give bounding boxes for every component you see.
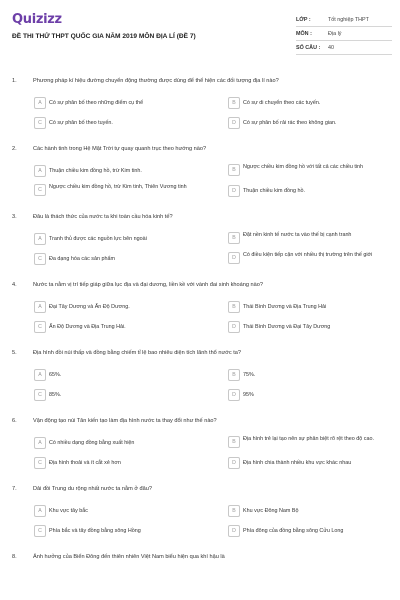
option-text: Phía bắc và tây đồng bằng sông Hồng (49, 527, 141, 534)
answer-option-a[interactable] (34, 96, 214, 110)
option-letter-badge: D (228, 321, 240, 333)
question-text: Nước ta nằm vị trí tiếp giáp giữa lục địa và đại dương, liền kề với vành đai sinh khoáng nào? (33, 282, 263, 288)
option-text: Thái Bình Dương và Địa Trung Hải (243, 303, 327, 310)
question (12, 282, 400, 334)
option-text: 75%. (243, 371, 256, 378)
question-line (12, 282, 400, 289)
option-text: Có sự phân bố theo những điểm cụ thể (49, 99, 144, 106)
option-letter-badge: C (34, 117, 46, 129)
question-text: Các hành tinh trong Hệ Mặt Trời tự quay quanh trục theo hướng nào? (33, 146, 207, 152)
option-text: Ấn Độ Dương và Địa Trung Hải. (49, 323, 126, 330)
question-line (12, 486, 400, 493)
question-text: Dải đồi Trung du rộng nhất nước ta nằm ở đâu? (33, 486, 152, 492)
answer-options (34, 232, 400, 266)
question-text: Địa hình đồi núi thấp và đồng bằng chiếm tỉ lệ bao nhiêu diện tích lãnh thổ nước ta? (33, 350, 241, 356)
answer-options (34, 436, 400, 470)
meta-value: 40 (328, 44, 334, 51)
option-text: Ngược chiều kim đồng hồ, trừ Kim tinh, Thiên Vương tinh (49, 184, 187, 190)
question-number: 5. (12, 350, 17, 356)
question-text: Ảnh hưởng của Biển Đông đến thiên nhiên Việt Nam biểu hiện qua khí hậu là (33, 554, 225, 560)
answer-option-c[interactable] (34, 524, 214, 538)
question-line (12, 350, 400, 357)
option-text: Đặt nền kinh tế nước ta vào thế bị cạnh tranh (243, 232, 352, 238)
answer-option-d[interactable] (228, 524, 400, 538)
answer-option-b[interactable] (228, 96, 400, 110)
option-letter-badge: B (228, 436, 240, 448)
option-letter-badge: B (228, 301, 240, 313)
question-line (12, 78, 400, 85)
answer-option-c[interactable] (34, 388, 214, 402)
answer-option-a[interactable] (34, 504, 214, 518)
option-text: 95% (243, 391, 254, 398)
question (12, 146, 400, 198)
option-text: Khu vực tây bắc (49, 507, 88, 514)
option-text: Thuận chiều kim đồng hồ. (243, 187, 306, 194)
option-letter-badge: C (34, 389, 46, 401)
meta-value: Tốt nghiệp THPT (328, 16, 369, 23)
question-list (0, 62, 400, 561)
option-letter-badge: A (34, 301, 46, 313)
option-text: Có sự di chuyển theo các tuyến. (243, 99, 321, 106)
question (12, 78, 400, 130)
question (12, 214, 400, 266)
question (12, 350, 400, 402)
question (12, 486, 400, 538)
option-letter-badge: D (228, 457, 240, 469)
option-letter-badge: A (34, 233, 46, 245)
answer-option-a[interactable] (34, 368, 214, 382)
option-text: Đại Tây Dương và Ấn Độ Dương. (49, 303, 130, 310)
option-text: Thuận chiều kim đồng hồ, trừ Kim tinh. (49, 167, 142, 174)
answer-option-a[interactable] (34, 300, 214, 314)
question-line (12, 146, 400, 153)
meta-row (296, 27, 392, 41)
answer-option-b[interactable] (228, 368, 400, 382)
question-text: Vận động tạo núi Tân kiến tạo làm địa hình nước ta thay đổi như thế nào? (33, 418, 217, 424)
option-text: Có sự phân bố theo tuyến. (49, 119, 113, 126)
option-text: Ngược chiều kim đồng hồ với tất cả các chiều tinh (243, 164, 364, 170)
option-text: Địa hình chia thành nhiều khu vực khác nhau (243, 459, 352, 466)
answer-options (34, 164, 400, 198)
question-number: 8. (12, 554, 17, 560)
answer-option-b[interactable] (228, 232, 400, 246)
answer-option-d[interactable] (228, 320, 400, 334)
option-letter-badge: B (228, 505, 240, 517)
option-letter-badge: C (34, 525, 46, 537)
option-text: Tranh thủ được các nguồn lực bên ngoài (49, 235, 147, 242)
question-line (12, 418, 400, 425)
question-number: 6. (12, 418, 17, 424)
option-text: Thái Bình Dương và Đại Tây Dương (243, 323, 331, 330)
meta-label: MÔN : (296, 30, 312, 37)
option-letter-badge: B (228, 232, 240, 244)
answer-option-b[interactable] (228, 504, 400, 518)
option-letter-badge: D (228, 185, 240, 197)
question-line (12, 554, 400, 561)
header (0, 0, 400, 62)
option-letter-badge: C (34, 253, 46, 265)
answer-option-d[interactable] (228, 184, 400, 198)
question (12, 554, 400, 561)
option-text: Địa hình trẻ lại tạo nên sự phân biệt rõ rệt theo độ cao. (243, 436, 374, 442)
option-letter-badge: D (228, 252, 240, 264)
answer-option-a[interactable] (34, 436, 214, 450)
answer-option-c[interactable] (34, 320, 214, 334)
answer-option-a[interactable] (34, 232, 214, 246)
page-title: ĐỀ THI THỬ THPT QUỐC GIA NĂM 2019 MÔN ĐỊA LÍ (ĐỀ 7) (12, 33, 196, 40)
meta-label: LỚP : (296, 16, 311, 23)
option-text: 65%. (49, 371, 62, 378)
answer-option-c[interactable] (34, 456, 214, 470)
meta-table (296, 13, 392, 55)
answer-option-b[interactable] (228, 300, 400, 314)
answer-option-d[interactable] (228, 456, 400, 470)
meta-label: SỐ CÂU : (296, 44, 321, 51)
option-letter-badge: C (34, 321, 46, 333)
question-text: Đâu là thách thức của nước ta khi toàn cầu hóa kinh tế? (33, 214, 173, 220)
question-number: 7. (12, 486, 17, 492)
answer-option-d[interactable] (228, 116, 400, 130)
answer-option-a[interactable] (34, 164, 214, 178)
option-letter-badge: C (34, 457, 46, 469)
option-letter-badge: D (228, 117, 240, 129)
answer-options (34, 504, 400, 538)
answer-options (34, 300, 400, 334)
option-letter-badge: D (228, 389, 240, 401)
option-letter-badge: A (34, 165, 46, 177)
answer-option-c[interactable] (34, 116, 214, 130)
quizizz-logo: Quizizz (12, 12, 62, 27)
question-number: 1. (12, 78, 17, 84)
option-letter-badge: B (228, 164, 240, 176)
option-letter-badge: A (34, 97, 46, 109)
option-letter-badge: B (228, 97, 240, 109)
option-letter-badge: A (34, 369, 46, 381)
answer-option-b[interactable] (228, 164, 400, 178)
option-letter-badge: C (34, 184, 46, 196)
answer-option-d[interactable] (228, 388, 400, 402)
question-number: 4. (12, 282, 17, 288)
option-text: 85%. (49, 391, 62, 398)
question-number: 3. (12, 214, 17, 220)
option-text: Có nhiều dạng đồng bằng xuất hiện (49, 439, 135, 446)
answer-option-d[interactable] (228, 252, 400, 266)
question-text: Phương pháp kí hiệu đường chuyển động thường được dùng để thể hiện các đối tượng địa lí nào? (33, 78, 279, 84)
answer-options (34, 368, 400, 402)
answer-option-c[interactable] (34, 252, 214, 266)
option-letter-badge: A (34, 437, 46, 449)
option-text: Đa dạng hóa các sản phẩm (49, 255, 115, 262)
answer-options (34, 96, 400, 130)
option-letter-badge: D (228, 525, 240, 537)
answer-option-b[interactable] (228, 436, 400, 450)
question-line (12, 214, 400, 221)
option-letter-badge: A (34, 505, 46, 517)
option-text: Địa hình thoải và ít cắt xẻ hơn (49, 459, 121, 466)
question (12, 418, 400, 470)
meta-value: Địa lý (328, 30, 342, 37)
question-number: 2. (12, 146, 17, 152)
option-letter-badge: B (228, 369, 240, 381)
option-text: Khu vực Đông Nam Bộ (243, 507, 299, 514)
meta-row (296, 13, 392, 27)
option-text: Có điều kiện tiếp cận với nhiều thị trường trên thế giới (243, 252, 373, 258)
meta-row (296, 41, 392, 55)
answer-option-c[interactable] (34, 184, 214, 198)
option-text: Có sự phân bố rải rác theo không gian. (243, 119, 337, 126)
option-text: Phía đông của đồng bằng sông Cửu Long (243, 527, 344, 534)
